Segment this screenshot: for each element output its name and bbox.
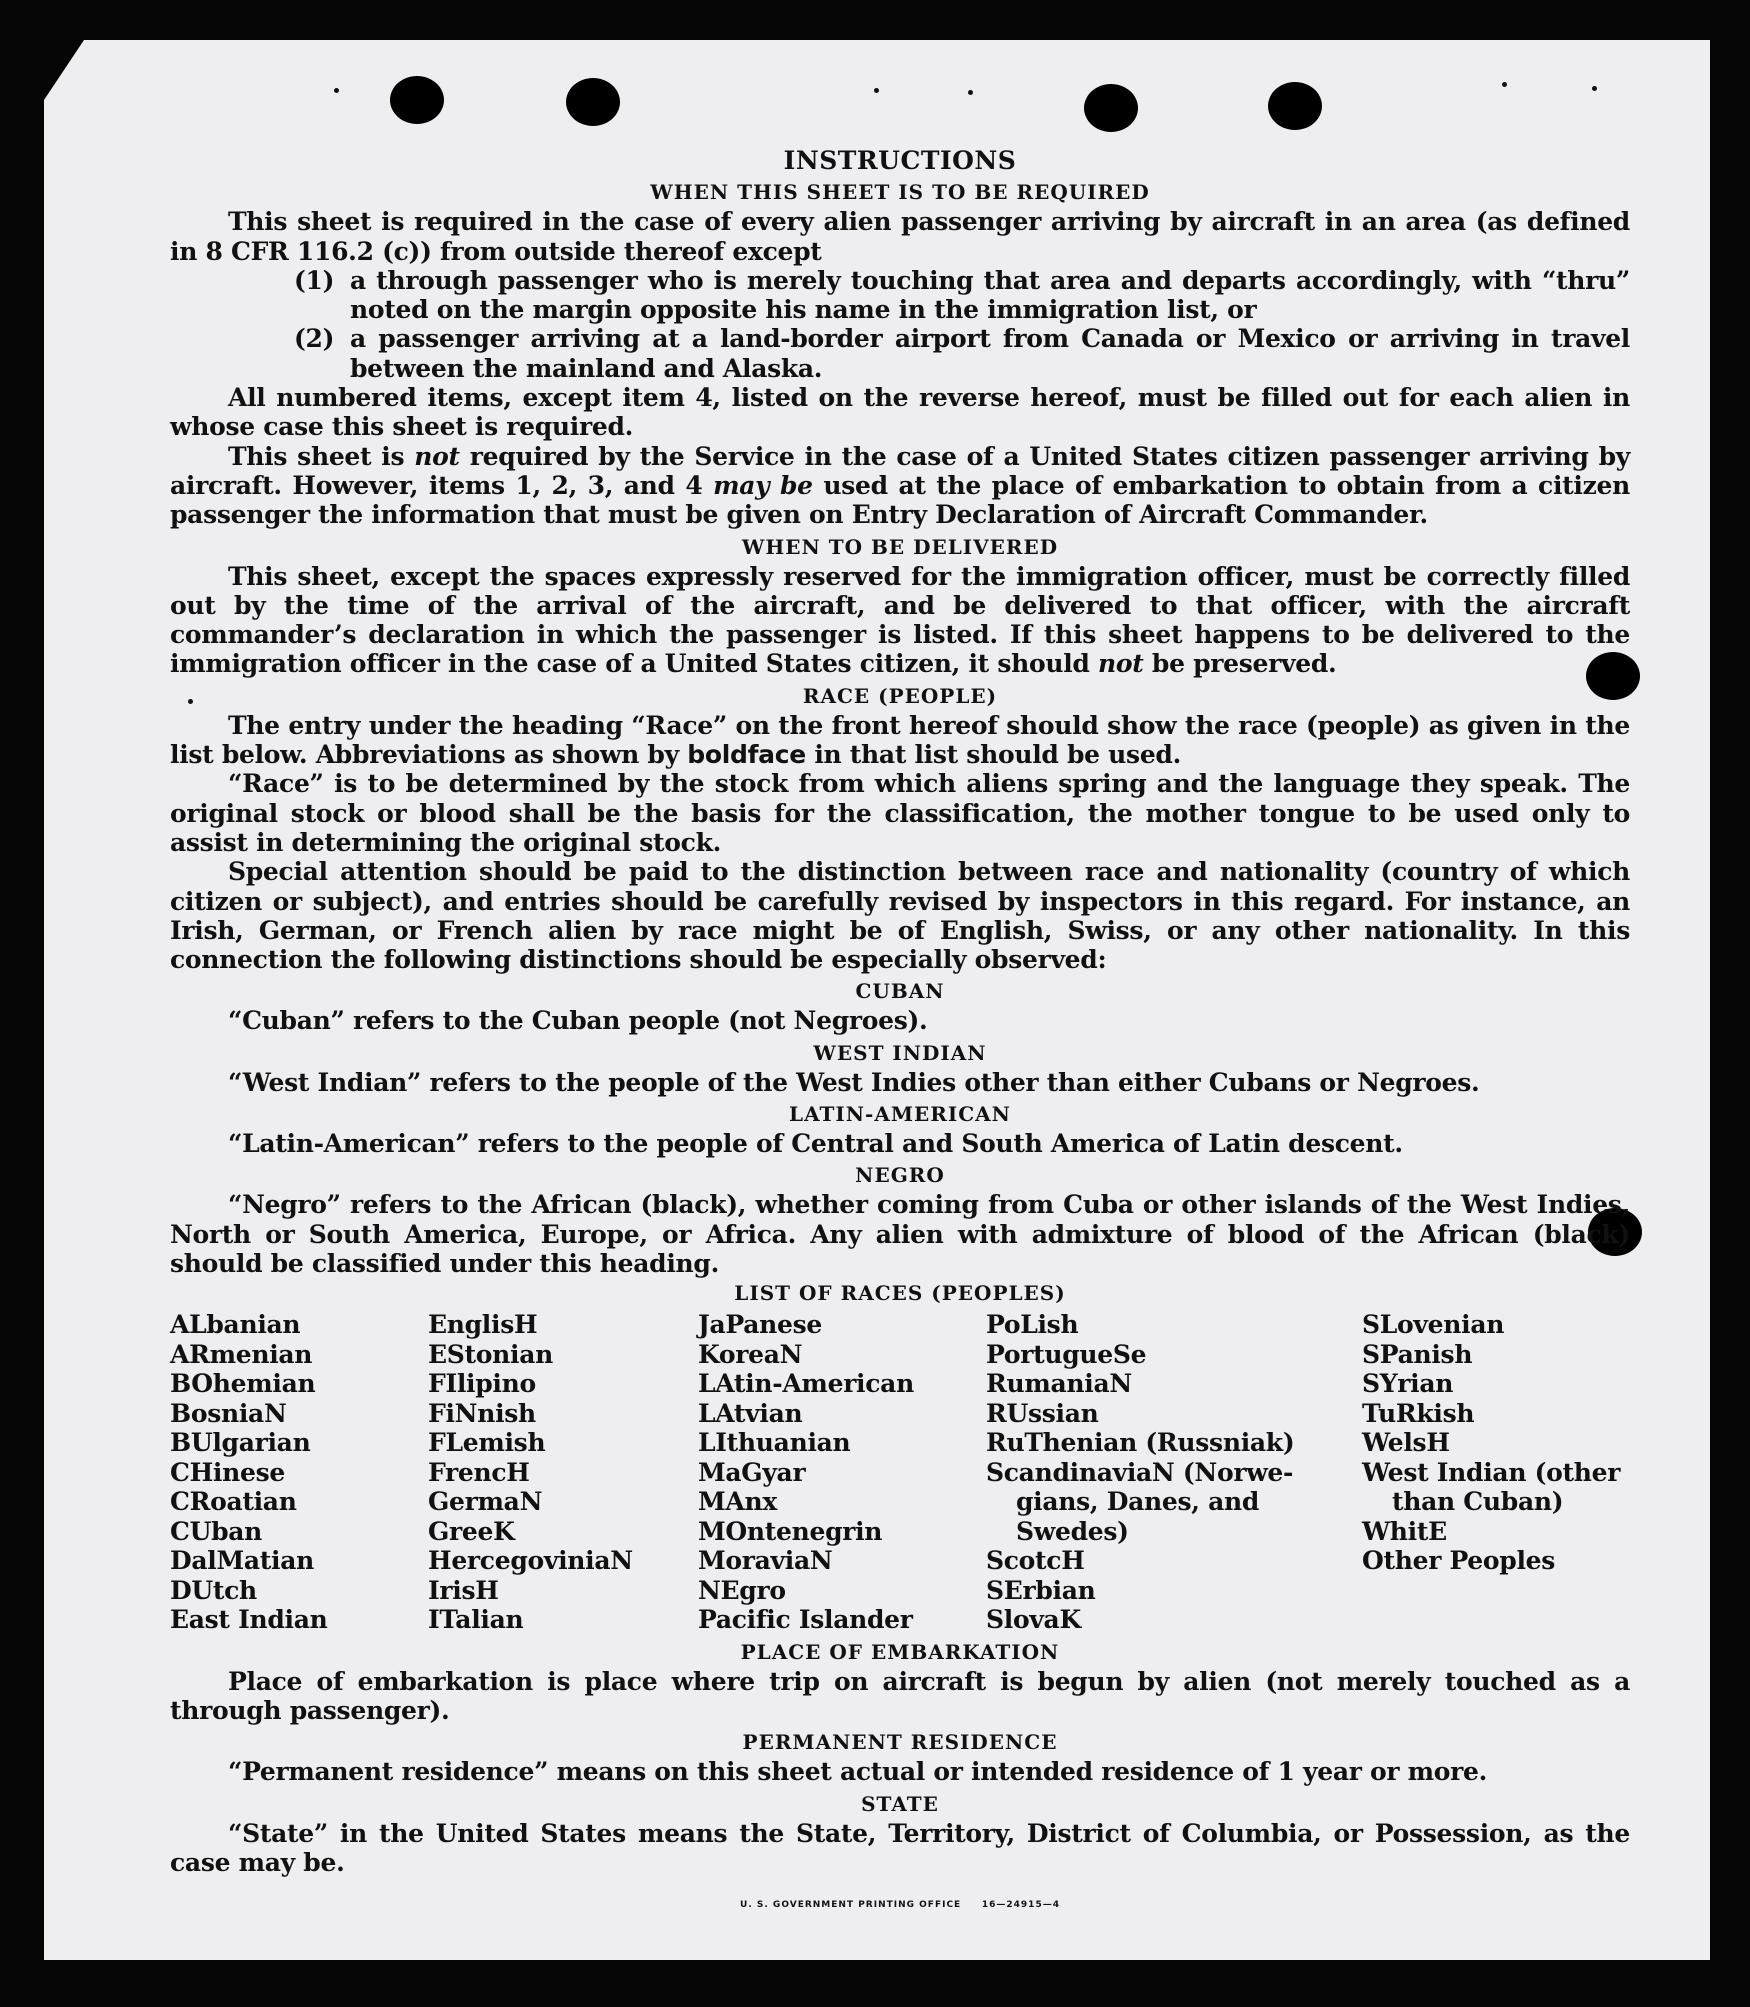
race-item: LAtin-American	[698, 1369, 914, 1399]
required-intro: This sheet is required in the case of every alien passenger arriving by aircraft in an area (as defined in 8 CFR 116.2 (c)) from outside thereof except	[170, 207, 1630, 266]
race-item: GreeK	[428, 1516, 515, 1546]
speck	[1502, 82, 1507, 87]
text-run: in that list should be used.	[805, 740, 1182, 770]
race-para-distinction: Special attention should be paid to the distinction between race and nationality (country of which citizen or subject), and entries should be carefully revised by inspectors in this regard. For instance, an Irish, German, or French alien by race might be of English, Swiss, or any other nationality. In this connection the following distinctions should be especially observed:	[170, 857, 1630, 975]
exception-item	[294, 266, 1630, 325]
emphasis-may-be: may be	[713, 470, 813, 500]
race-item: RumaniaN	[986, 1369, 1132, 1399]
race-item: DUtch	[170, 1575, 257, 1605]
exception-item	[294, 324, 1630, 383]
race-item: BosniaN	[170, 1398, 287, 1428]
section-heading-state: STATE	[861, 1791, 939, 1816]
section-heading-residence: PERMANENT RESIDENCE	[742, 1730, 1058, 1755]
printing-office-footer: U. S. GOVERNMENT PRINTING OFFICE 16—24915—4	[740, 1900, 1060, 1911]
race-item: CRoatian	[170, 1487, 297, 1517]
race-item: SPanish	[1362, 1339, 1473, 1369]
speck	[1592, 86, 1597, 91]
race-item: ALbanian	[170, 1310, 301, 1340]
race-item: SLovenian	[1362, 1310, 1505, 1340]
instructions-content	[170, 144, 1630, 1920]
speck	[874, 88, 879, 93]
residence-text: “Permanent residence” means on this sheet actual or intended residence of 1 year or more.	[228, 1757, 1488, 1787]
races-column	[698, 1310, 986, 1635]
race-item: ScandinaviaN (Norwe-	[986, 1457, 1294, 1487]
section-heading-negro: NEGRO	[855, 1163, 945, 1188]
race-item: PoLish	[986, 1310, 1079, 1340]
race-item: DalMatian	[170, 1546, 314, 1576]
race-item: FrencH	[428, 1457, 530, 1487]
latin-american-text: “Latin-American” refers to the people of Central and South America of Latin descent.	[228, 1129, 1403, 1159]
text-run: required by the Service in the case of a United States citizen passenger arriving by aircraft. However, items 1, 2, 3, and 4	[170, 441, 1630, 500]
race-item: MAnx	[698, 1487, 777, 1517]
negro-text: “Negro” refers to the African (black), whether coming from Cuba or other islands of the West Indies, North or South America, Europe, or Africa. Any alien with admixture of blood of the African (black) should be classified under this heading.	[170, 1190, 1630, 1278]
section-heading-west-indian: WEST INDIAN	[813, 1040, 987, 1065]
emphasis-boldface: boldface	[687, 740, 806, 770]
embarkation-text: Place of embarkation is place where trip on aircraft is begun by alien (not merely touched as a through passenger).	[170, 1666, 1630, 1725]
race-item: RUssian	[986, 1398, 1099, 1428]
emphasis-not: not	[1098, 649, 1144, 679]
race-item: CUban	[170, 1516, 263, 1546]
races-column	[1362, 1310, 1630, 1635]
race-item: Pacific Islander	[698, 1605, 913, 1635]
speck	[968, 90, 973, 95]
section-heading-required: WHEN THIS SHEET IS TO BE REQUIRED	[650, 180, 1150, 205]
race-item: MOntenegrin	[698, 1516, 883, 1546]
text-run: be preserved.	[1143, 649, 1337, 679]
race-item: SYrian	[1362, 1369, 1454, 1399]
races-list	[170, 1310, 1630, 1635]
section-heading-races-list: LIST OF RACES (PEOPLES)	[734, 1281, 1066, 1306]
race-item: SErbian	[986, 1575, 1096, 1605]
race-item: EStonian	[428, 1339, 553, 1369]
required-para-items: All numbered items, except item 4, listed on the reverse hereof, must be filled out for each alien in whose case this sheet is required.	[170, 383, 1630, 442]
race-item: HercegoviniaN	[428, 1546, 633, 1576]
text-run: The entry under the heading “Race” on the front hereof should show the race (people) as given in the list below. Abbreviations as shown by	[170, 710, 1630, 770]
race-item: ITalian	[428, 1605, 524, 1635]
required-para-citizen	[170, 442, 1630, 530]
race-item: SlovaK	[986, 1605, 1081, 1635]
race-item: CHinese	[170, 1457, 285, 1487]
section-heading-cuban: CUBAN	[855, 979, 945, 1004]
race-item: East Indian	[170, 1605, 328, 1635]
race-item: KoreaN	[698, 1339, 803, 1369]
race-item: MaGyar	[698, 1457, 806, 1487]
text-run: used at the place of embarkation to obtain from a citizen passenger the information that must be given on Entry Declaration of Aircraft Commander.	[170, 470, 1630, 530]
race-item: ScotcH	[986, 1546, 1085, 1576]
exception-text: a passenger arriving at a land-border airport from Canada or Mexico or arriving in travel between the mainland and Alaska.	[350, 324, 1630, 383]
delivered-text	[170, 562, 1630, 679]
race-para-stock: “Race” is to be determined by the stock from which aliens spring and the language they speak. The original stock or blood shall be the basis for the classification, the mother tongue to be used only to assist in determining the original stock.	[170, 769, 1630, 857]
race-item: NEgro	[698, 1575, 786, 1605]
race-item: JaPanese	[698, 1310, 823, 1340]
race-item: WhitE	[1362, 1516, 1447, 1546]
section-heading-embarkation: PLACE OF EMBARKATION	[740, 1639, 1060, 1664]
text-run: This sheet, except the spaces expressly reserved for the immigration officer, must be correctly filled out by the time of the arrival of the aircraft, and be delivered to that officer, with the aircraft commander’s declaration in which the passenger is listed. If this sheet happens to be delivered to the immigration officer in the case of a United States citizen, it should	[170, 561, 1630, 679]
race-item: RuThenian (Russniak)	[986, 1428, 1295, 1458]
race-item: BUlgarian	[170, 1428, 311, 1458]
state-text: “State” in the United States means the State, Territory, District of Columbia, or Possession, as the case may be.	[170, 1818, 1630, 1877]
race-item: Swedes)	[1016, 1516, 1129, 1546]
west-indian-text: “West Indian” refers to the people of the West Indies other than either Cubans or Negroes.	[228, 1067, 1480, 1097]
section-heading-race: RACE (PEOPLE)	[802, 683, 998, 708]
race-item: EnglisH	[428, 1310, 538, 1340]
race-para-entry	[170, 711, 1630, 770]
race-item: ARmenian	[170, 1339, 313, 1369]
races-column	[428, 1310, 698, 1635]
section-heading-delivered: WHEN TO BE DELIVERED	[741, 534, 1059, 559]
race-item: MoraviaN	[698, 1546, 833, 1576]
speck	[334, 88, 339, 93]
race-item: LIthuanian	[698, 1428, 851, 1458]
punch-hole	[390, 76, 444, 124]
race-item: WelsH	[1362, 1428, 1450, 1458]
race-item: FLemish	[428, 1428, 546, 1458]
race-item: PortugueSe	[986, 1339, 1147, 1369]
race-item: LAtvian	[698, 1398, 803, 1428]
exception-text: a through passenger who is merely touching that area and departs accordingly, with “thru” noted on the margin opposite his name in the immigration list, or	[350, 265, 1630, 325]
race-item: Other Peoples	[1362, 1546, 1556, 1576]
punch-hole	[1268, 82, 1322, 130]
punch-hole	[1084, 84, 1138, 132]
race-item: IrisH	[428, 1575, 499, 1605]
races-column	[986, 1310, 1362, 1635]
race-item: BOhemian	[170, 1369, 316, 1399]
race-item: than Cuban)	[1392, 1487, 1564, 1517]
race-item: GermaN	[428, 1487, 543, 1517]
emphasis-not: not	[414, 441, 460, 471]
text-run: This sheet is	[228, 441, 415, 471]
race-item: gians, Danes, and	[1016, 1487, 1260, 1517]
page-title: INSTRUCTIONS	[783, 146, 1017, 175]
race-item: West Indian (other	[1362, 1457, 1621, 1487]
section-heading-latin-american: LATIN-AMERICAN	[789, 1102, 1011, 1127]
exception-number: (2)	[294, 324, 335, 354]
race-item: TuRkish	[1362, 1398, 1475, 1428]
races-column	[170, 1310, 428, 1635]
exception-number: (1)	[294, 265, 335, 295]
race-item: FiNnish	[428, 1398, 536, 1428]
punch-hole	[566, 78, 620, 126]
race-item: FIlipino	[428, 1369, 536, 1399]
cuban-text: “Cuban” refers to the Cuban people (not Negroes).	[228, 1006, 928, 1036]
